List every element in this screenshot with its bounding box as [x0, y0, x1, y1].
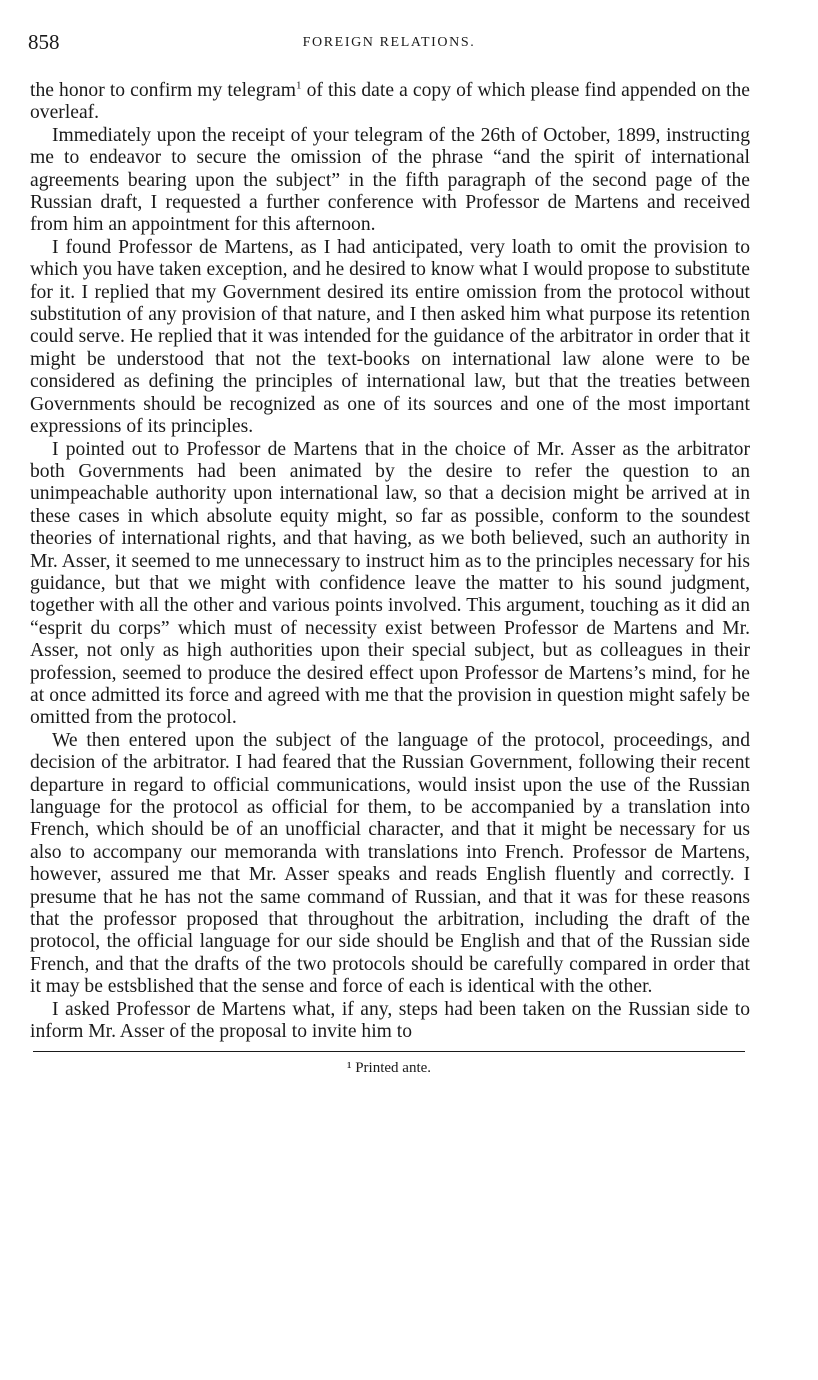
body-text: [28, 80, 750, 1043]
paragraph: Immediately upon the receipt of your telegram of the 26th of October, 1899, instructing me to endeavor to secure the omission of the phrase “and the spirit of international agreements bearing upon the subject” in the fifth paragraph of the second page of the Russian draft, I requested a further conference with Professor de Martens and received from him an appointment for this afternoon.: [30, 124, 750, 236]
page-title: FOREIGN RELATIONS.: [302, 35, 476, 50]
paragraph: We then entered upon the subject of the language of the protocol, proceedings, and decision of the arbitrator. I had feared that the Russian Government, following their recent departure in regard to official communications, would insist upon the use of the Russian language for the protocol as official for them, to be accompanied by a translation into French, which should be of an unofficial character, and that it might be necessary for us also to accompany our memoranda with translations into French. Professor de Martens, however, assured me that Mr. Asser speaks and reads English fluently and correctly. I presume that he has not the same command of Russian, and that it was for these reasons that the professor proposed that throughout the arbitration, including the draft of the protocol, the official language for our side should be English and that of the Russian side French, and that the drafts of the two protocols should be carefully compared in order that it may be estsblished that the sense and force of each is identical with the other.: [30, 729, 750, 998]
running-head: [28, 30, 750, 70]
paragraph: I asked Professor de Martens what, if any, steps had been taken on the Russian side to inform Mr. Asser of the proposal to invite him to: [30, 998, 750, 1043]
page-number: 858: [28, 30, 60, 54]
footnote-divider: [33, 1051, 745, 1052]
document-page: [28, 30, 750, 1350]
footnote: ¹ Printed ante.: [346, 1060, 432, 1077]
paragraph: I found Professor de Martens, as I had anticipated, very loath to omit the provision to which you have taken exception, and he desired to know what I would propose to substitute for it. I replied that my Government desired its entire omission from the protocol without substitution of any provision of that nature, and I then asked him what purpose its retention could serve. He replied that it was intended for the guidance of the arbitrator in order that it might be understood that not the text-books on international law alone were to be considered as defining the principles of international law, but that the treaties between Governments should be recognized as one of its sources and one of the most important expressions of its principles.: [30, 236, 750, 438]
paragraph-text: of this date a copy of which please find appended on the overleaf.: [30, 80, 750, 124]
paragraph: [30, 80, 750, 125]
paragraph-text: the honor to confirm my telegram: [30, 80, 296, 101]
paragraph: I pointed out to Professor de Martens that in the choice of Mr. Asser as the arbitrator both Governments had been animated by the desire to refer the question to an unimpeachable authority upon international law, so that a decision might be arrived at in these cases in which absolute equity might, so far as possible, conform to the soundest theories of international rights, and that having, as we both believed, such an authority in Mr. Asser, it seemed to me unnecessary to instruct him as to the principles necessary for his guidance, but that we might with confidence leave the matter to his sound judgment, together with all the other and various points involved. This argument, touching as it did an “esprit du corps” which must of necessity exist between Professor de Martens and Mr. Asser, not only as high authorities upon their special subject, but as colleagues in their profession, seemed to produce the desired effect upon Professor de Martens’s mind, for he at once admitted its force and agreed with me that the provision in question might safely be omitted from the protocol.: [30, 438, 750, 729]
footnote-reference: 1: [295, 79, 302, 92]
